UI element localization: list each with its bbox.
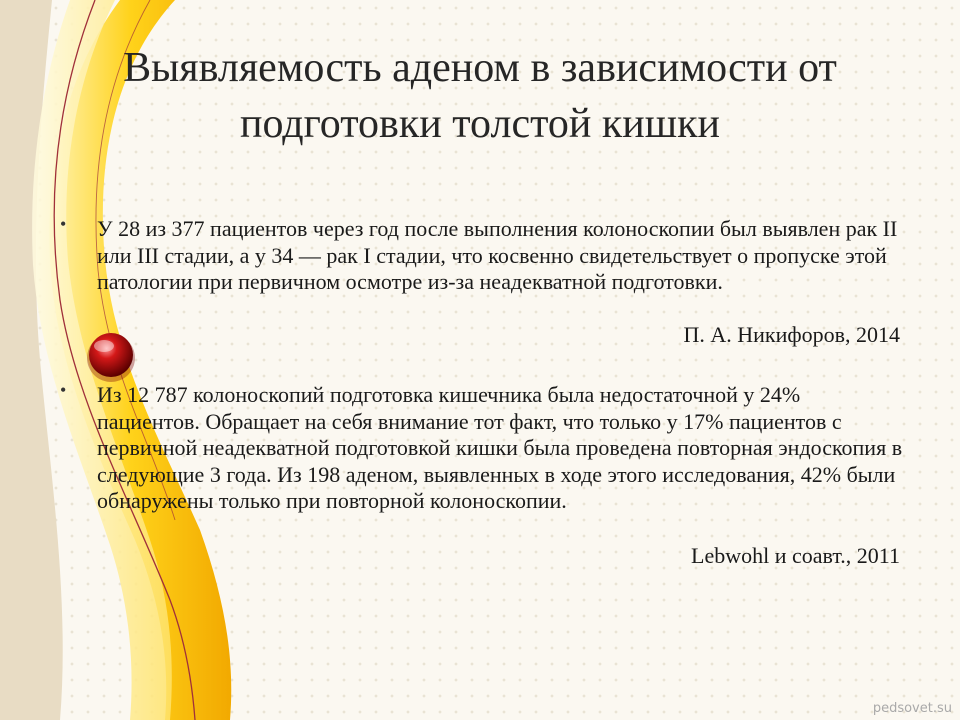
bullet-text-2: Из 12 787 колоноскопий подготовка кишечника была недостаточной у 24% пациентов. Обращает на себя внимание тот факт, что только у 17% пациентов с первичной неадекватной подготовкой кишки была проведена повторная эндоскопия в следующие 3 года. Из 198 аденом, выявленных в ходе этого исследования, 42% были обнаружены только при повторной колоноскопии. [97, 382, 903, 513]
citation-2: Lebwohl и соавт., 2011 [691, 543, 900, 568]
slide-title-line-1: Выявляемость аденом в зависимости от [123, 45, 837, 91]
slide-title [40, 40, 920, 152]
bullet-marker: • [60, 214, 67, 234]
slide-title-line-2: подготовки толстой кишки [239, 101, 720, 147]
bullet-text-1: У 28 из 377 пациентов через год после выполнения колоноскопии был выявлен рак II или III стадии, а у 34 — рак I стадии, что косвенно свидетельствует о пропуске этой патологии при первичном осмотре из-за неадекватной подготовки. [97, 216, 898, 294]
bullet-marker: • [60, 380, 67, 400]
watermark: pedsovet.su [872, 701, 952, 716]
citation-1: П. А. Никифоров, 2014 [683, 322, 900, 347]
